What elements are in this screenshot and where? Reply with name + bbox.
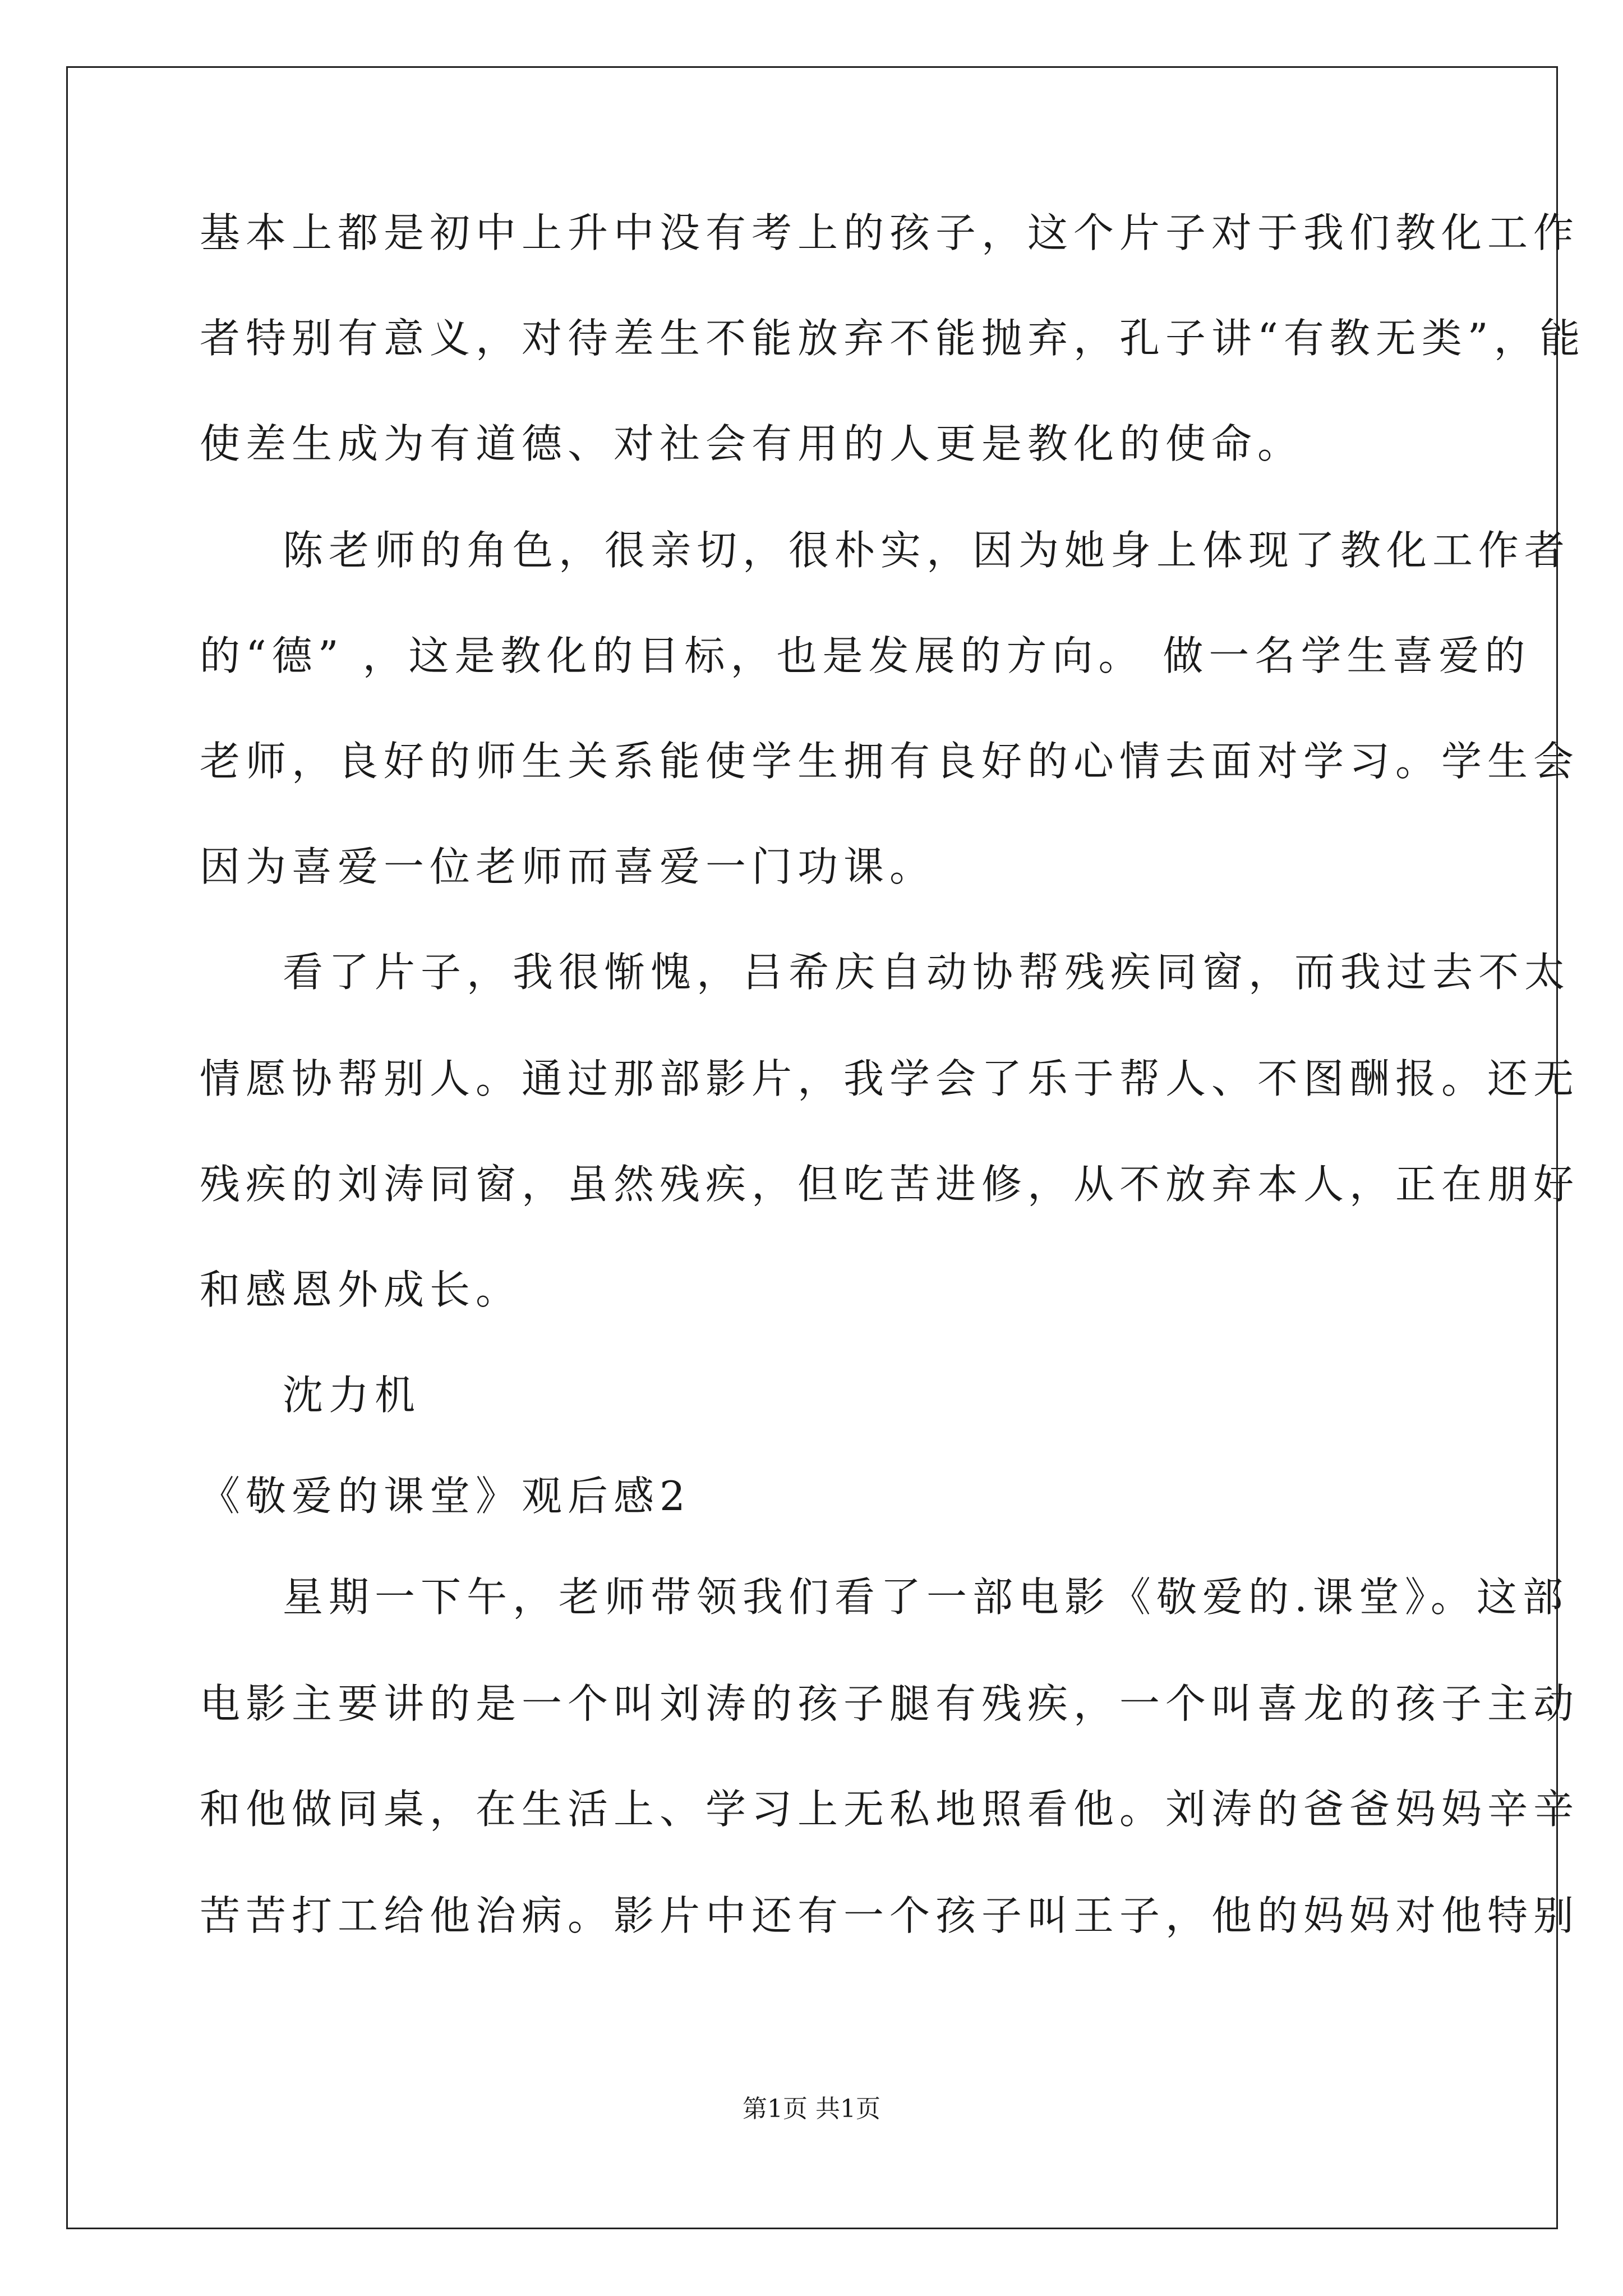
author-name: 沈力机	[283, 1372, 421, 1419]
text-line: 苦苦打工给他治病。影片中还有一个孩子叫王子，他的妈妈对他特别	[200, 1892, 1580, 1939]
text-line: 和感恩外成长。	[200, 1266, 522, 1313]
text-line: 电影主要讲的是一个叫刘涛的孩子腿有残疾，一个叫喜龙的孩子主动	[200, 1680, 1580, 1727]
text-line: 老师，良好的师生关系能使学生拥有良好的心情去面对学习。学生会	[200, 738, 1580, 785]
text-line: 陈老师的角色，很亲切，很朴实，因为她身上体现了教化工作者	[283, 527, 1571, 574]
text-line: 的“德” ，这是教化的目标，也是发展的方向。 做一名学生喜爱的	[200, 632, 1531, 679]
section-title: 《敬爱的课堂》观后感2	[200, 1473, 691, 1520]
text-line: 星期一下午，老师带领我们看了一部电影《敬爱的.课堂》。这部	[283, 1573, 1569, 1621]
text-line: 看了片子，我很惭愧，吕希庆自动协帮残疾同窗，而我过去不太	[283, 949, 1571, 996]
text-line: 使差生成为有道德、对社会有用的人更是教化的使命。	[200, 420, 1304, 467]
text-line: 和他做同桌，在生活上、学习上无私地照看他。刘涛的爸爸妈妈辛辛	[200, 1786, 1580, 1833]
page-footer: 第1页 共1页	[743, 2095, 880, 2123]
text-line: 情愿协帮别人。通过那部影片，我学会了乐于帮人、不图酬报。还无	[200, 1055, 1580, 1102]
text-line: 因为喜爱一位老师而喜爱一门功课。	[200, 843, 936, 890]
text-line: 残疾的刘涛同窗，虽然残疾，但吃苦进修，从不放弃本人，正在朋好	[200, 1161, 1580, 1208]
text-line: 基本上都是初中上升中没有考上的孩子，这个片子对于我们教化工作	[200, 209, 1580, 256]
text-line: 者特别有意义，对待差生不能放弃不能抛弃，孔子讲“有教无类”，能	[200, 315, 1586, 362]
